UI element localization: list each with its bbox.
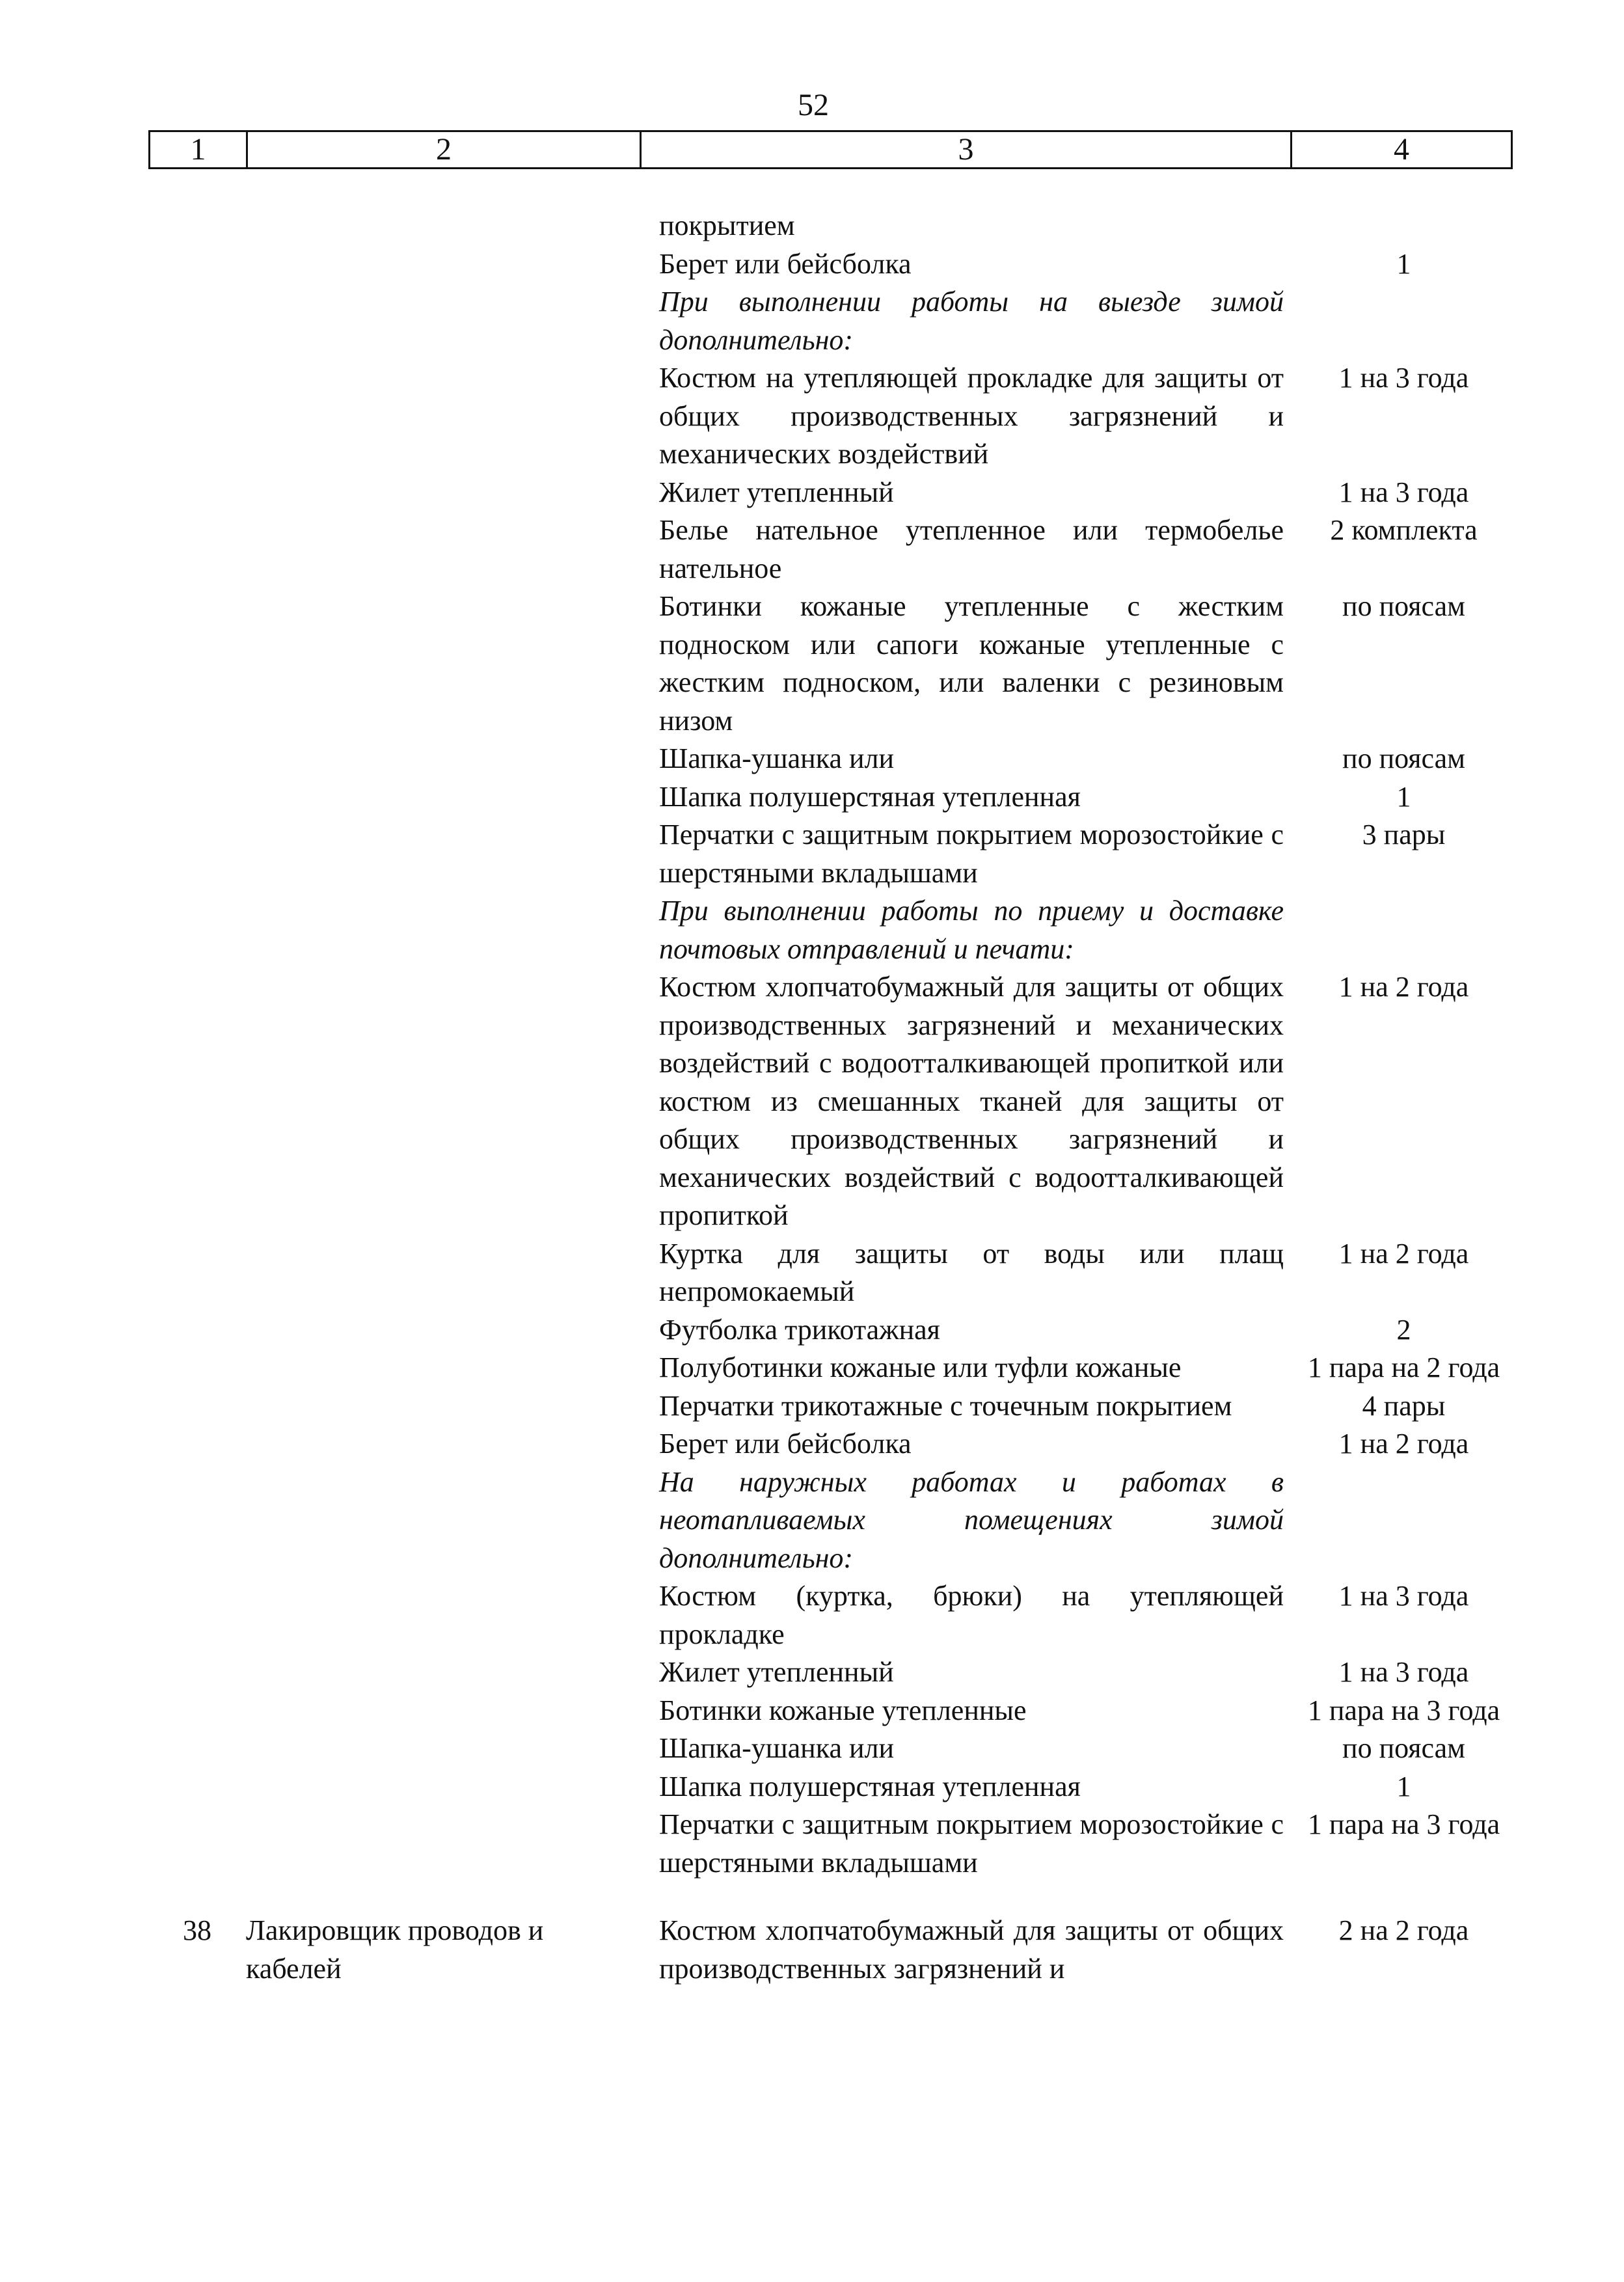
table-row: [148, 1653, 1511, 1692]
item-description: Шапка полушерстяная утепленная: [659, 780, 1081, 813]
table-body: [148, 207, 1511, 1988]
issue-norm: по поясам: [1342, 742, 1465, 774]
profession-name: Лакировщик проводов и кабелей: [246, 1914, 544, 1985]
item-description: Костюм (куртка, брюки) на утепляющей прокладке: [659, 1580, 1284, 1650]
table-row: [148, 245, 1511, 284]
issue-norm: 2 на 2 года: [1338, 1914, 1469, 1946]
row-number: 38: [183, 1914, 211, 1946]
table-row: [148, 359, 1511, 474]
issue-norm: 2 комплекта: [1330, 514, 1478, 546]
item-description: Белье нательное утепленное или термобелье нательное: [659, 514, 1284, 584]
page-number: 52: [798, 88, 829, 122]
table-row: [148, 1387, 1511, 1426]
section-heading-row: [148, 892, 1511, 968]
item-description: Жилет утепленный: [659, 476, 894, 508]
item-description: покрытием: [659, 210, 795, 241]
issue-norm: 1 на 3 года: [1338, 1580, 1469, 1612]
table-row: [148, 1768, 1511, 1806]
issue-norm: 1 на 2 года: [1338, 1428, 1469, 1460]
issue-norm: 1 на 2 года: [1338, 1237, 1469, 1270]
table-row: [148, 1730, 1511, 1768]
section-heading-row: [148, 1463, 1511, 1578]
header-col-1: 1: [150, 131, 247, 169]
item-description: Перчатки трикотажные с точечным покрытием: [659, 1389, 1232, 1422]
header-col-3: 3: [641, 131, 1292, 169]
table-row: [148, 1349, 1511, 1387]
item-description: Шапка полушерстяная утепленная: [659, 1770, 1081, 1802]
issue-norm: 1 пара на 2 года: [1307, 1352, 1500, 1383]
item-description: Костюм на утепляющей прокладке для защиты от общих производственных загрязнений и механических воздействий: [659, 362, 1284, 470]
issue-norm: 4 пары: [1362, 1389, 1446, 1422]
table-row: [148, 588, 1511, 740]
table-row: [148, 474, 1511, 512]
issue-norm: 3 пары: [1362, 819, 1446, 850]
issue-norm: 1 на 2 года: [1338, 971, 1469, 1003]
issue-norm: по поясам: [1342, 1732, 1465, 1764]
table-row: [148, 1235, 1511, 1311]
item-description: Перчатки с защитным покрытием морозостойкие с шерстяными вкладышами: [659, 819, 1284, 889]
section-heading-row: [148, 283, 1511, 359]
table-row: [148, 968, 1511, 1235]
table-row: [148, 1425, 1511, 1463]
header-row: [150, 131, 1512, 169]
item-description: Жилет утепленный: [659, 1656, 894, 1688]
header-col-2: 2: [247, 131, 641, 169]
table-row: [148, 207, 1511, 245]
issue-norm: 1: [1396, 1770, 1411, 1802]
item-description: Берет или бейсболка: [659, 1428, 912, 1460]
issue-norm: 1: [1396, 780, 1411, 813]
table-header: [148, 130, 1513, 169]
table-row: [148, 1806, 1511, 1882]
table-row: [148, 1912, 1511, 1988]
item-description: Шапка-ушанка или: [659, 1732, 895, 1764]
item-description: Футболка трикотажная: [659, 1313, 940, 1346]
item-description: Костюм хлопчатобумажный для защиты от общих производственных загрязнений и: [659, 1914, 1284, 1985]
table-row: [148, 816, 1511, 892]
item-description: На наружных работах и работах в неотапливаемых помещениях зимой дополнительно:: [659, 1465, 1284, 1574]
table-row: [148, 1692, 1511, 1730]
item-description: Ботинки кожаные утепленные: [659, 1694, 1027, 1726]
table-row: [148, 740, 1511, 778]
item-description: При выполнении работы по приему и доставке почтовых отправлений и печати:: [659, 895, 1284, 965]
item-description: Шапка-ушанка или: [659, 742, 895, 774]
item-description: При выполнении работы на выезде зимой дополнительно:: [659, 286, 1284, 356]
table-row: [148, 511, 1511, 588]
table-row: [148, 1311, 1511, 1350]
issue-norm: по поясам: [1342, 590, 1465, 622]
item-description: Куртка для защиты от воды или плащ непромокаемый: [659, 1237, 1284, 1307]
item-description: Берет или бейсболка: [659, 247, 912, 280]
header-col-4: 4: [1292, 131, 1512, 169]
item-description: Перчатки с защитным покрытием морозостойкие с шерстяными вкладышами: [659, 1808, 1284, 1879]
issue-norm: 1 пара на 3 года: [1307, 1694, 1500, 1726]
issue-norm: 2: [1396, 1313, 1411, 1346]
issue-norm: 1 на 3 года: [1338, 476, 1469, 508]
issue-norm: 1 на 3 года: [1338, 362, 1469, 394]
table-row: [148, 1577, 1511, 1653]
table-row: [148, 778, 1511, 817]
item-description: Полуботинки кожаные или туфли кожаные: [659, 1352, 1182, 1383]
issue-norm: 1 пара на 3 года: [1307, 1808, 1500, 1840]
item-description: Ботинки кожаные утепленные с жестким подноском или сапоги кожаные утепленные с жестким подноском, или валенки с резиновым низом: [659, 590, 1284, 737]
issue-norm: 1: [1396, 247, 1411, 280]
item-description: Костюм хлопчатобумажный для защиты от общих производственных загрязнений и механических воздействий с водоотталкивающей пропиткой или костюм из смешанных тканей для защиты от общих производственных загрязнений и механических воздействий с водоотталкивающей пропиткой: [659, 971, 1284, 1231]
issue-norm: 1 на 3 года: [1338, 1656, 1469, 1688]
